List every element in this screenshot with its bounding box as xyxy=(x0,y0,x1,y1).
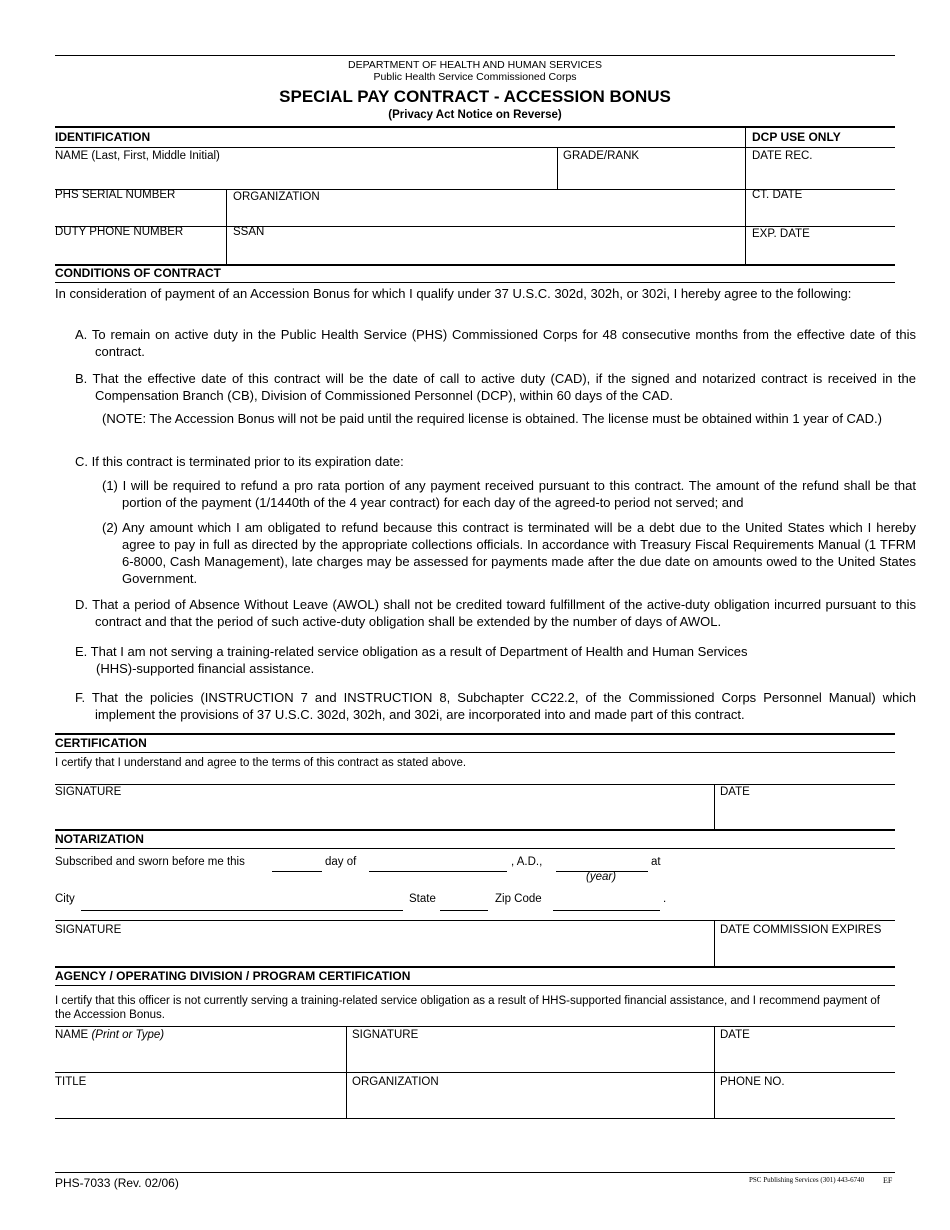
agency-statement: I certify that this officer is not currently serving a training-related service obligation as a result of HHS-supported financial assistance, and I recommend payment of the Accession Bonus. xyxy=(55,995,880,1021)
agency-row-rule-1 xyxy=(55,1026,895,1027)
agency-phone-field[interactable]: PHONE NO. xyxy=(720,1076,785,1088)
dcp-use-only-heading: DCP USE ONLY xyxy=(752,130,841,144)
month-input[interactable] xyxy=(369,871,507,872)
day-input[interactable] xyxy=(272,871,322,872)
agency-name-hint: (Print or Type) xyxy=(91,1029,165,1041)
conditions-heading-rule xyxy=(55,282,895,283)
condition-b-note: (NOTE: The Accession Bonus will not be paid until the required license is obtained. The license must be obtained within 1 year of CAD.) xyxy=(102,411,882,426)
exp-date-field[interactable]: EXP. DATE xyxy=(752,228,810,240)
notarization-heading: NOTARIZATION xyxy=(55,832,144,846)
dcp-divider xyxy=(745,127,746,264)
at-label: at xyxy=(651,856,661,868)
zip-period: . xyxy=(663,893,667,905)
ef-mark: EF xyxy=(883,1176,893,1185)
notarization-top-rule xyxy=(55,829,895,831)
condition-f: F. That the policies (INSTRUCTION 7 and INSTRUCTION 8, Subchapter CC22.2, of the Commissioned Corps Personnel Manual) which implement the provisions of 37 U.S.C. 302d, 302h, and 302i, are incorporated into and made part of this contract. xyxy=(75,690,916,722)
condition-a: A. To remain on active duty in the Public Health Service (PHS) Commissioned Corps for 48 consecutive months from the effective date of this contract. xyxy=(75,327,916,359)
top-rule xyxy=(55,55,895,56)
corps-name: Public Health Service Commissioned Corps xyxy=(373,71,577,83)
agency-top-rule xyxy=(55,966,895,968)
publisher-note: PSC Publishing Services (301) 443-6740 xyxy=(749,1176,865,1184)
condition-c1: (1) I will be required to refund a pro rata portion of any payment received pursuant to this contract. The amount of the refund shall be that portion of the payment (1/1440th of the 4 year contract) for each day of the agreed-to period not served; and xyxy=(102,478,916,510)
grade-rank-field[interactable]: GRADE/RANK xyxy=(563,150,640,162)
state-input[interactable] xyxy=(440,910,488,911)
condition-b: B. That the effective date of this contract will be the date of call to active duty (CAD), if the signed and notarized contract is received in the Compensation Branch (CB), Division of Commissioned Personnel (DCP), within 60 days of the CAD. xyxy=(75,371,916,403)
ad-label: , A.D., xyxy=(511,856,543,868)
notarization-heading-rule xyxy=(55,848,895,849)
agency-heading-rule xyxy=(55,985,895,986)
commission-divider xyxy=(714,920,715,966)
footer-rule xyxy=(55,1172,895,1173)
agency-row-rule-2 xyxy=(55,1072,895,1073)
form-title: SPECIAL PAY CONTRACT - ACCESSION BONUS xyxy=(279,87,671,106)
form-number: PHS-7033 (Rev. 02/06) xyxy=(55,1176,179,1190)
commission-expires-field[interactable]: DATE COMMISSION EXPIRES xyxy=(720,924,882,936)
agency-name-label: NAME xyxy=(55,1029,89,1041)
certification-statement: I certify that I understand and agree to the terms of this contract as stated above. xyxy=(55,757,467,769)
agency-name-field[interactable] xyxy=(55,1029,164,1041)
phs-serial-field[interactable]: PHS SERIAL NUMBER xyxy=(55,189,176,201)
privacy-note: (Privacy Act Notice on Reverse) xyxy=(388,109,562,121)
agency-signature-field[interactable]: SIGNATURE xyxy=(352,1029,419,1041)
notary-signature-field[interactable]: SIGNATURE xyxy=(55,924,122,936)
agency-date-field[interactable]: DATE xyxy=(720,1029,750,1041)
city-input[interactable] xyxy=(81,910,403,911)
certification-top-rule xyxy=(55,733,895,735)
conditions-intro: In consideration of payment of an Accession Bonus for which I qualify under 37 U.S.C. 302d, 302h, or 302i, I hereby agree to the following: xyxy=(55,286,852,301)
department-name: DEPARTMENT OF HEALTH AND HUMAN SERVICES xyxy=(348,59,602,71)
agency-title-field[interactable]: TITLE xyxy=(55,1076,87,1088)
condition-c: C. If this contract is terminated prior to its expiration date: xyxy=(75,454,404,469)
condition-d: D. That a period of Absence Without Leave (AWOL) shall not be credited toward fulfillment of the active-duty obligation incurred pursuant to this contract and that the period of such active-duty obligation shall be extended by the number of days of AWOL. xyxy=(75,597,916,629)
condition-e-line2: (HHS)-supported financial assistance. xyxy=(96,661,315,676)
certification-date-divider xyxy=(714,784,715,829)
certification-date-field[interactable]: DATE xyxy=(720,786,750,798)
condition-e-line1: E. That I am not serving a training-related service obligation as a result of Department of Health and Human Services xyxy=(75,644,748,659)
condition-c2: (2) Any amount which I am obligated to refund because this contract is terminated will be a debt due to the United States which I hereby agree to pay in full as directed by the appropriate collections officials. In accordance with Treasury Fiscal Requirements Manual (1 TFRM 6-8000, Cash Management), late charges may be assessed for payments made after the due date on amounts owed to the United States Government. xyxy=(102,520,916,586)
date-rec-field[interactable]: DATE REC. xyxy=(752,150,813,162)
identification-heading-rule xyxy=(55,147,895,148)
name-field[interactable]: NAME (Last, First, Middle Initial) xyxy=(55,150,220,162)
identification-heading: IDENTIFICATION xyxy=(55,130,151,144)
conditions-heading: CONDITIONS OF CONTRACT xyxy=(55,266,221,280)
agency-heading: AGENCY / OPERATING DIVISION / PROGRAM CERTIFICATION xyxy=(55,969,411,983)
year-hint: (year) xyxy=(586,871,617,883)
certification-sig-rule xyxy=(55,784,895,785)
certification-signature-field[interactable]: SIGNATURE xyxy=(55,786,122,798)
agency-organization-field[interactable]: ORGANIZATION xyxy=(352,1076,439,1088)
zip-label: Zip Code xyxy=(495,893,542,905)
state-label: State xyxy=(409,893,436,905)
organization-field[interactable]: ORGANIZATION xyxy=(233,191,320,203)
city-label: City xyxy=(55,893,75,905)
day-of-label: day of xyxy=(325,856,357,868)
identification-top-rule xyxy=(55,126,895,128)
duty-phone-field[interactable]: DUTY PHONE NUMBER xyxy=(55,226,184,238)
subscribed-label: Subscribed and sworn before me this xyxy=(55,856,245,868)
zip-input[interactable] xyxy=(553,910,660,911)
grade-divider xyxy=(557,147,558,189)
certification-heading: CERTIFICATION xyxy=(55,736,147,750)
ct-date-field[interactable]: CT. DATE xyxy=(752,189,803,201)
certification-heading-rule xyxy=(55,752,895,753)
ssan-field[interactable]: SSAN xyxy=(233,226,265,238)
notary-sig-rule xyxy=(55,920,895,921)
agency-bottom-rule xyxy=(55,1118,895,1119)
